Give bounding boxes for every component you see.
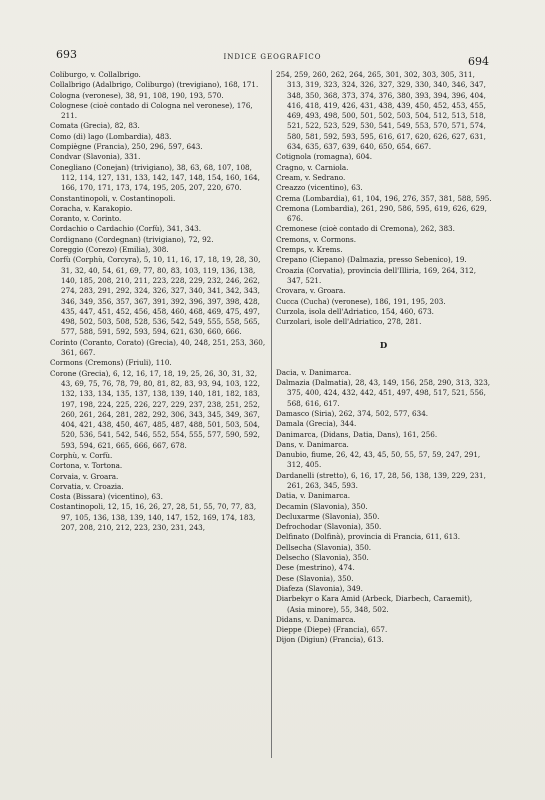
- index-entry: Costantinopoli, 12, 15, 16, 26, 27, 28, 51, 55, 70, 77, 83, 97, 105, 136, 138, 139, 140, 147, 152, 169, 174, 183, 207, 208, 210, 212, 223, 230, 231, 243,: [50, 502, 257, 533]
- column-divider: [271, 70, 272, 758]
- page-number-left: 693: [56, 48, 77, 61]
- index-entry: Delfinato (Dolfinà), provincia di Francia, 611, 613.: [276, 532, 461, 542]
- index-entry: Corinto (Coranto, Corato) (Grecia), 40, 248, 251, 253, 360, 361, 667.: [50, 337, 266, 358]
- index-entry: Corfù (Corphù, Corcyra), 5, 10, 11, 16, 17, 18, 19, 28, 30, 31, 32, 40, 54, 61, 69, 77, 80, 83, 103, 119, 136, 138, 140, 185, 208, 210, 211, 223, 228, 229, 232, 246, 262, 274, 283, 291, 292, 324, 326, 327, 340, 341, 342, 343, 346, 349, 356, 357, 367, 391, 392, 396, 397, 398, 428, 435, 447, 451, 452, 456, 458, 460, 468, 469, 475, 497, 498, 502, 503, 508, 528, 536, 542, 549, 555, 558, 565, 577, 588, 591, 592, 593, 594, 621, 630, 660, 666.: [50, 255, 261, 337]
- index-entries-d: [276, 368, 492, 646]
- index-entry: Dese (mestrino), 474.: [276, 563, 355, 573]
- index-entry: Conegliano (Conejan) (trivigiano), 38, 63, 68, 107, 108, 112, 114, 127, 131, 133, 142, 147, 148, 154, 160, 164, 166, 170, 171, 173, 174, 195, 205, 207, 220, 670.: [50, 162, 260, 193]
- index-entry: Crema (Lombardia), 61, 104, 196, 276, 357, 381, 588, 595.: [276, 193, 492, 203]
- index-entry: Cremons, v. Cormons.: [276, 234, 357, 244]
- index-entries-c: [276, 70, 492, 327]
- index-entry: Cologna (veronese), 38, 91, 108, 190, 193, 570.: [50, 90, 224, 100]
- section-letter-heading: D: [379, 341, 389, 352]
- index-entry: Danubio, fiume, 26, 42, 43, 45, 50, 55, 57, 59, 247, 291, 312, 405.: [276, 450, 481, 470]
- index-entry: Dellsecha (Slavonia), 350.: [276, 542, 372, 552]
- index-entry: Dacia, v. Danimarca.: [276, 367, 352, 377]
- index-entry: Cremps, v. Krems.: [276, 245, 343, 255]
- index-entry: Decamin (Slavonia), 350.: [276, 501, 368, 511]
- index-entry: Diafeza (Slavonia), 349.: [276, 583, 363, 593]
- index-entry: Dalmazia (Dalmatia), 28, 43, 149, 156, 258, 290, 313, 323, 375, 400, 424, 432, 442, 451, 497, 498, 517, 521, 556, 568, 616, 617.: [276, 378, 491, 408]
- index-entry: Corone (Grecia), 6, 12, 16, 17, 18, 19, 25, 26, 30, 31, 32, 43, 69, 75, 76, 78, 79, 80, 81, 82, 83, 93, 94, 103, 122, 132, 133, 134, 135, 137, 138, 139, 140, 181, 182, 183, 197, 198, 224, 225, 226, 227, 229, 237, 238, 251, 252, 260, 261, 264, 281, 282, 292, 306, 343, 345, 349, 367, 404, 421, 438, 450, 467, 485, 487, 488, 501, 503, 504, 520, 536, 541, 542, 546, 552, 554, 555, 577, 590, 592, 593, 594, 621, 665, 666, 667, 678.: [50, 368, 260, 450]
- index-entry: Compiègne (Francia), 250, 296, 597, 643.: [50, 142, 203, 152]
- index-entry: Colognese (cioè contado di Cologna nel veronese), 176, 211.: [50, 100, 253, 121]
- index-column-left: [50, 70, 266, 533]
- index-entry: Crepano (Ciepano) (Dalmazia, presso Sebenico), 19.: [276, 255, 467, 265]
- index-entry: Cordignano (Cordegnan) (trivigiano), 72, 92.: [50, 234, 214, 244]
- index-column-right: [276, 70, 492, 646]
- index-entry: Corvaia, v. Groara.: [50, 471, 119, 481]
- index-entry: Coranto, v. Corinto.: [50, 214, 122, 224]
- index-entry: Costa (Bissara) (vicentino), 63.: [50, 492, 163, 502]
- index-entry: Coreggio (Corezo) (Emilia), 308.: [50, 245, 169, 255]
- index-entry: Coliburgo, v. Collalbrigo.: [50, 70, 141, 79]
- index-entry: Curzola, isola dell'Adriatico, 154, 460, 673.: [276, 306, 434, 316]
- index-entry: Cucca (Cucha) (veronese), 186, 191, 195, 203.: [276, 296, 446, 306]
- index-entry: Creazzo (vicentino), 63.: [276, 183, 363, 193]
- index-entry: Corvatia, v. Croazia.: [50, 481, 124, 491]
- index-entry: Crovara, v. Groara.: [276, 286, 346, 296]
- index-entry: Cragno, v. Carniola.: [276, 162, 349, 172]
- index-entry: Damala (Grecia), 344.: [276, 419, 357, 429]
- index-entry: Corphù, v. Corfù.: [50, 450, 113, 460]
- index-entry: Collalbrigo (Adalbrigo, Coliburgo) (trevigiano), 168, 171.: [50, 80, 259, 90]
- index-entry: Didans, v. Danimarca.: [276, 614, 356, 624]
- index-entry: Damasco (Siria), 262, 374, 502, 577, 634.: [276, 408, 429, 418]
- index-entry: Dese (Slavonia), 350.: [276, 573, 354, 583]
- index-entry: Cordachio o Cardachio (Corfù), 341, 343.: [50, 224, 202, 234]
- index-entry: Croazia (Corvatia), provincia dell'Illiria, 169, 264, 312, 347, 521.: [276, 265, 477, 285]
- index-entry: Defrochodar (Slavonia), 350.: [276, 522, 382, 532]
- index-entry: Coracha, v. Karakopio.: [50, 203, 133, 213]
- index-entry: Constantinopoli, v. Costantinopoli.: [50, 193, 176, 203]
- index-entry: Cotignola (romagna), 604.: [276, 152, 372, 162]
- index-entry: Cortona, v. Tortona.: [50, 461, 123, 471]
- index-entry: 254, 259, 260, 262, 264, 265, 301, 302, 303, 305, 311, 313, 319, 323, 324, 326, 327, 329, 330, 340, 346, 347, 348, 350, 368, 373, 374, 376, 380, 393, 394, 396, 404, 416, 418, 419, 426, 431, 438, 439, 450, 452, 453, 455, 469, 493, 498, 500, 501, 502, 503, 504, 512, 513, 518, 521, 522, 523, 529, 530, 541, 549, 553, 570, 571, 574, 580, 581, 592, 593, 595, 616, 617, 620, 626, 627, 631, 634, 635, 637, 639, 640, 650, 654, 667.: [276, 70, 486, 152]
- page-number-right: 694: [468, 55, 489, 68]
- index-entry: Decluxarme (Slavonia), 350.: [276, 511, 380, 521]
- index-entry: Curzolari, isole dell'Adriatico, 278, 281.: [276, 317, 422, 327]
- index-entry: Cremona (Lombardia), 261, 290, 586, 595, 619, 626, 629, 676.: [276, 203, 487, 224]
- index-entry: Dijon (Digiun) (Francia), 613.: [276, 635, 384, 645]
- index-entry: Danimarca, (Didans, Datia, Dans), 161, 256.: [276, 429, 438, 439]
- index-entry: Diarbekyr o Kara Amid (Arbeck, Diarbech, Caraemit), (Asia minore), 55, 348, 502.: [276, 594, 473, 614]
- index-entry: Cremonese (cioè contado di Cremona), 262, 383.: [276, 224, 455, 234]
- index-entry: Cormons (Cremons) (Friuli), 110.: [50, 358, 172, 368]
- running-title: INDICE GEOGRAFICO: [223, 53, 322, 61]
- index-entry: Comata (Grecia), 82, 83.: [50, 121, 140, 131]
- index-entry: Datia, v. Danimarca.: [276, 491, 350, 501]
- index-entry: Dieppe (Diepe) (Francia), 657.: [276, 625, 388, 635]
- index-entry: Como (di) lago (Lombardia), 483.: [50, 131, 172, 141]
- index-entry: Delsecho (Slavonia), 350.: [276, 553, 369, 563]
- index-entry: Cream, v. Sedrano.: [276, 172, 346, 182]
- index-entry: Dans, v. Danimarca.: [276, 439, 349, 449]
- index-entry: Condvar (Slavonia), 331.: [50, 152, 141, 162]
- index-entry: Dardanelli (stretto), 6, 16, 17, 28, 56, 138, 139, 229, 231, 261, 263, 345, 593.: [276, 470, 486, 490]
